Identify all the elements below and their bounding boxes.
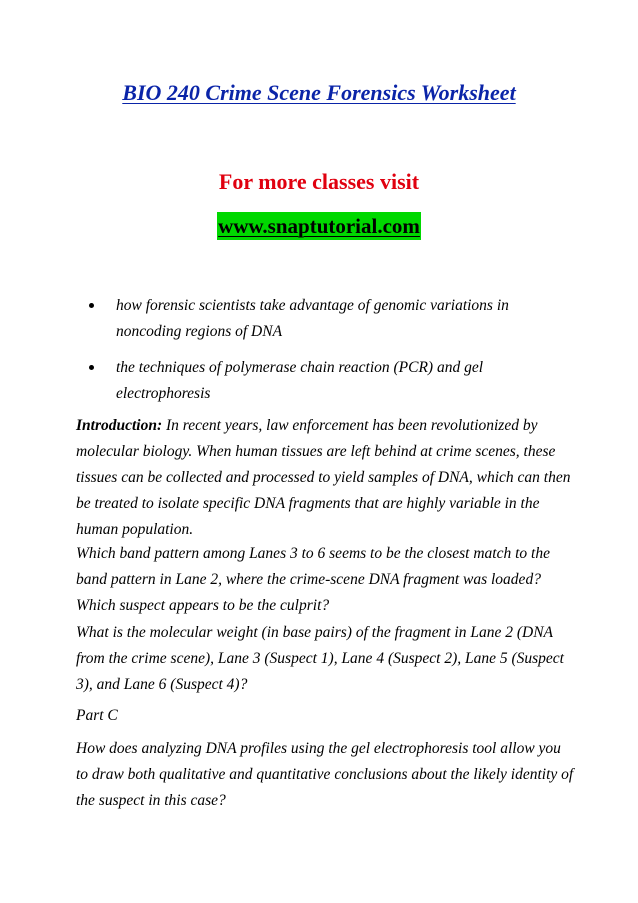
promo-link-container [0, 212, 638, 244]
promo-text: For more classes visit [218, 169, 420, 194]
document-title-text: BIO 240 Crime Scene Forensics Worksheet [122, 80, 516, 105]
list-item [0, 293, 638, 345]
introduction-text: In recent years, law enforcement has been revolutionized by molecular biology. When human tissues are left behind at crime scenes, these tissues can be collected and processed to yield samples of DNA, which can then be treated to isolate specific DNA fragments that are highly variable in the human population. [76, 417, 571, 538]
objectives-list [0, 293, 638, 417]
part-c-heading: Part C [76, 707, 118, 724]
question-paragraph: What is the molecular weight (in base pairs) of the fragment in Lane 2 (DNA from the crime scene), Lane 3 (Suspect 1), Lane 4 (Suspect 2), Lane 5 (Suspect 3), and Lane 6 (Suspect 4)? [76, 624, 564, 693]
bullet-icon [89, 303, 94, 308]
promo-link[interactable]: www.snaptutorial.com [218, 214, 420, 238]
list-item-text: how forensic scientists take advantage of genomic variations in noncoding regions of DNA [116, 297, 509, 340]
introduction-label: Introduction: [76, 417, 163, 434]
introduction-paragraph [76, 413, 576, 543]
question-paragraph: How does analyzing DNA profiles using the gel electrophoresis tool allow you to draw both qualitative and quantitative conclusions about the likely identity of the suspect in this case? [76, 740, 574, 809]
list-item [0, 355, 638, 407]
document-title [0, 78, 638, 108]
bullet-icon [89, 365, 94, 370]
list-item-text: the techniques of polymerase chain reaction (PCR) and gel electrophoresis [116, 359, 484, 402]
question-paragraph: Which band pattern among Lanes 3 to 6 seems to be the closest match to the band pattern in Lane 2, where the crime-scene DNA fragment was loaded? Which suspect appears to be the culprit? [76, 545, 550, 614]
